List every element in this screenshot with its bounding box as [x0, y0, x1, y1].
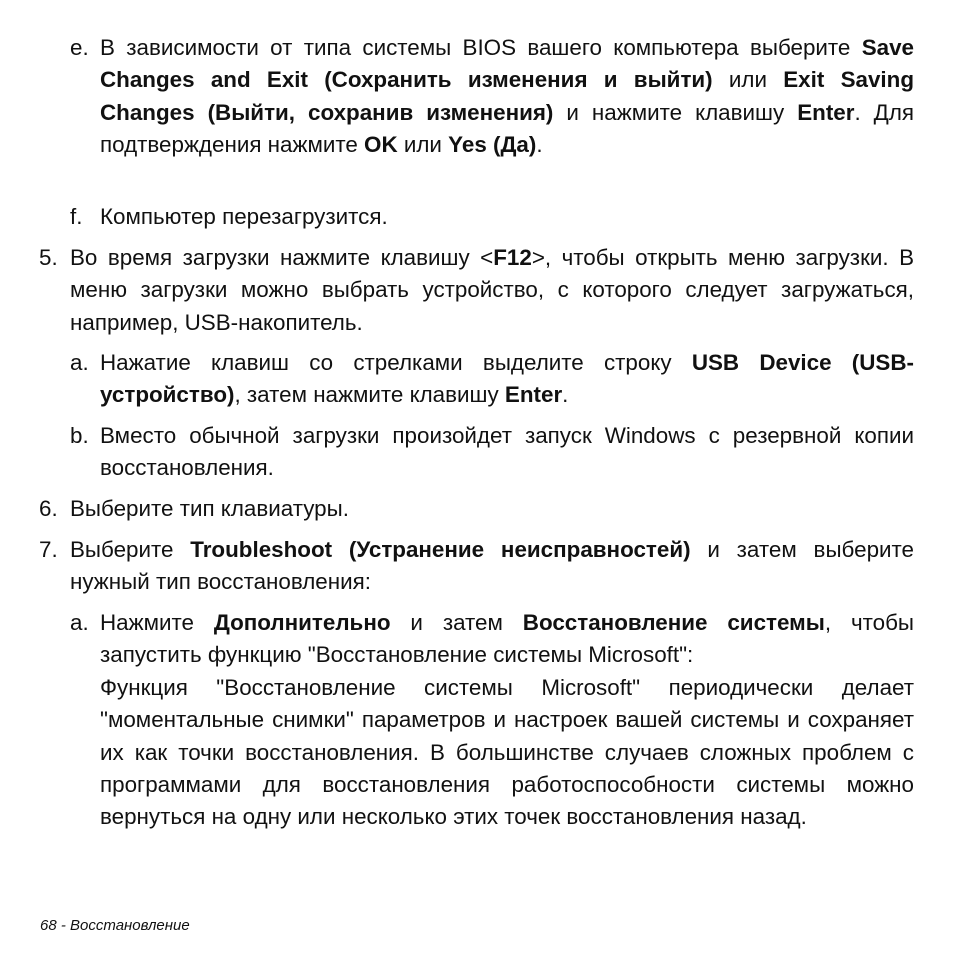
- bold-term: Exit Saving Changes (Выйти, сохранив изменения): [100, 67, 914, 125]
- list-text: Компьютер перезагрузится.: [100, 204, 388, 229]
- key-name: Enter: [797, 99, 855, 125]
- list-marker: 5.: [39, 245, 58, 270]
- list-item-5a: [70, 347, 914, 412]
- bold-term: Yes (Да): [448, 132, 537, 158]
- list-item-7: [39, 534, 914, 599]
- list-marker: 7.: [39, 537, 58, 562]
- bold-term: Дополнительно: [213, 610, 391, 635]
- list-text: Нажмите Дополнительно и затем Восстановление системы, чтобы запустить функцию "Восстановление системы Microsoft":: [100, 610, 914, 668]
- list-item-f: [70, 201, 914, 233]
- list-item-5b: [70, 420, 914, 485]
- bold-term: OK: [364, 132, 398, 158]
- bold-term: USB Device (USB-устройство): [100, 350, 914, 408]
- list-text: Нажатие клавиш со стрелками выделите строку USB Device (USB-устройство), затем нажмите клавишу Enter.: [100, 350, 914, 408]
- list-marker: a.: [70, 610, 89, 635]
- list-item-e: [70, 32, 914, 162]
- key-name: F12: [493, 245, 532, 270]
- list-marker: b.: [70, 423, 89, 448]
- bold-term: Восстановление системы: [522, 610, 825, 635]
- list-item-7a: [70, 607, 914, 834]
- list-item-6: [39, 493, 914, 525]
- page-footer: 68 - Восстановление: [40, 917, 190, 934]
- list-text: Во время загрузки нажмите клавишу <F12>, чтобы открыть меню загрузки. В меню загрузки можно выбрать устройство, с которого следует загружаться, например, USB-накопитель.: [70, 245, 914, 335]
- list-text: Вместо обычной загрузки произойдет запуск Windows с резервной копии восстановления.: [100, 423, 914, 481]
- list-marker: a.: [70, 350, 89, 375]
- list-text: Выберите тип клавиатуры.: [70, 496, 349, 521]
- list-text: В зависимости от типа системы BIOS вашего компьютера выберите Save Changes and Exit (Сохранить изменения и выйти) или Exit Saving Changes (Выйти, сохранив изменения) и нажмите клавишу Enter. Для подтверждения нажмите OK или Yes (Да).: [100, 35, 915, 158]
- list-marker: 6.: [39, 496, 58, 521]
- list-text: Выберите Troubleshoot (Устранение неисправностей) и затем выберите нужный тип восстановления:: [70, 537, 914, 595]
- list-marker: e.: [70, 35, 89, 60]
- list-marker: f.: [70, 204, 83, 229]
- bold-term: Save Changes and Exit (Сохранить изменения и выйти): [100, 35, 914, 93]
- list-paragraph: Функция "Восстановление системы Microsoft" периодически делает "моментальные снимки" параметров и настроек вашей системы и сохраняет их как точки восстановления. В большинстве случаев сложных проблем с программами для восстановления работоспособности системы можно вернуться на одну или несколько этих точек восстановления назад.: [100, 674, 914, 830]
- key-name: Enter: [504, 382, 563, 408]
- list-item-5: [39, 242, 914, 339]
- bold-term: Troubleshoot (Устранение неисправностей): [190, 537, 691, 562]
